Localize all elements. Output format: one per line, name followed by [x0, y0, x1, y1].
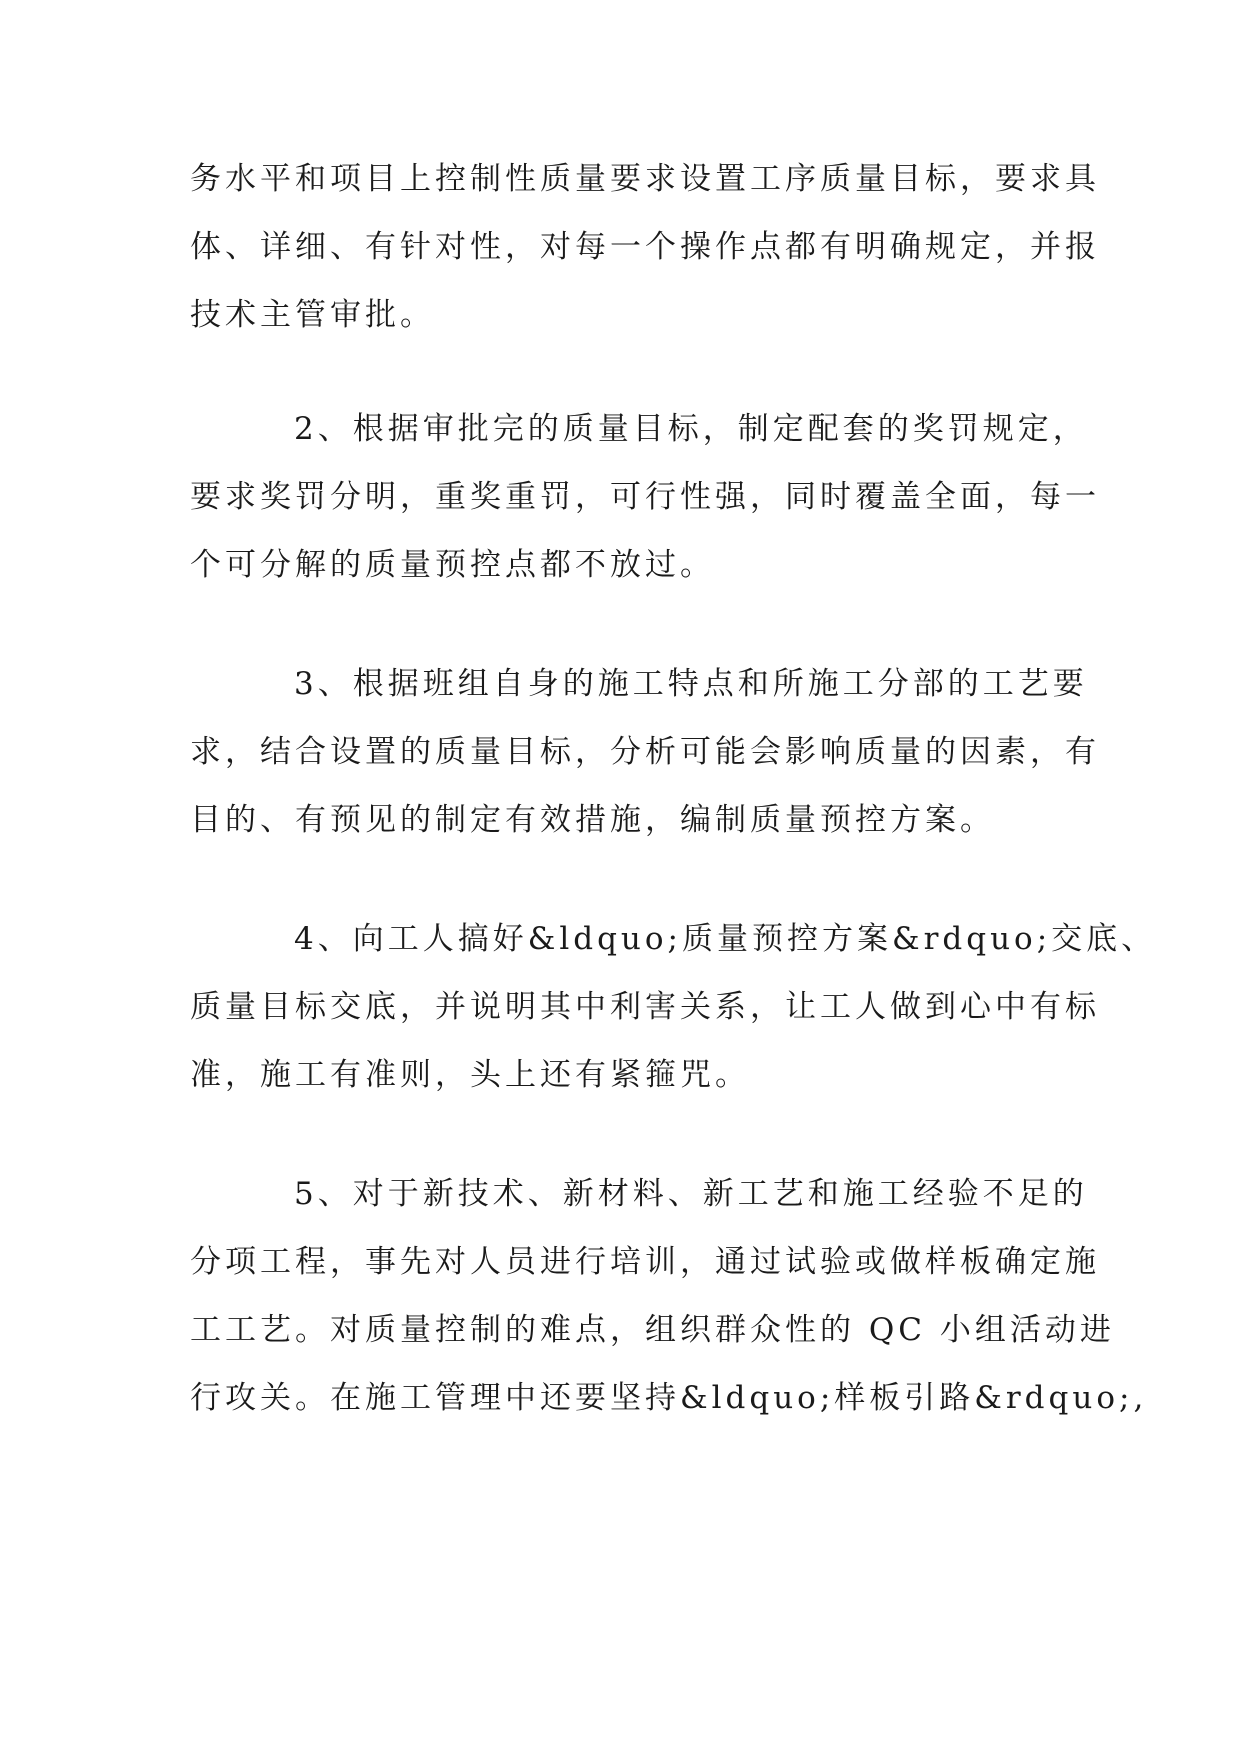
paragraph-item-3: [190, 650, 1100, 854]
text-line: 3、根据班组自身的施工特点和所施工分部的工艺要: [294, 666, 1088, 702]
text-line: 5、对于新技术、新材料、新工艺和施工经验不足的: [294, 1176, 1088, 1212]
text-line: 务水平和项目上控制性质量要求设置工序质量目标，要求具: [190, 161, 1100, 197]
text-line: 技术主管审批。: [190, 297, 435, 333]
paragraph-item-4: [190, 905, 1157, 1109]
text-line: 行攻关。在施工管理中还要坚持&ldquo;样板引路&rdquo;,: [190, 1380, 1148, 1416]
paragraph-item-2: [190, 395, 1100, 599]
paragraph-intro-continued: [190, 145, 1100, 349]
text-line: 目的、有预见的制定有效措施，编制质量预控方案。: [190, 802, 995, 838]
paragraph-item-5: [190, 1160, 1148, 1432]
text-line: 准，施工有准则，头上还有紧箍咒。: [190, 1057, 750, 1093]
text-line: 分项工程，事先对人员进行培训，通过试验或做样板确定施: [190, 1244, 1100, 1280]
text-line: 4、向工人搞好&ldquo;质量预控方案&rdquo;交底、: [294, 921, 1157, 957]
text-line: 工工艺。对质量控制的难点，组织群众性的 QC 小组活动进: [190, 1312, 1115, 1348]
text-line: 2、根据审批完的质量目标，制定配套的奖罚规定，: [294, 411, 1088, 447]
text-line: 体、详细、有针对性，对每一个操作点都有明确规定，并报: [190, 229, 1100, 265]
text-line: 求，结合设置的质量目标，分析可能会影响质量的因素，有: [190, 734, 1100, 770]
text-line: 要求奖罚分明，重奖重罚，可行性强，同时覆盖全面，每一: [190, 479, 1100, 515]
text-line: 质量目标交底，并说明其中利害关系，让工人做到心中有标: [190, 989, 1100, 1025]
text-line: 个可分解的质量预控点都不放过。: [190, 547, 715, 583]
